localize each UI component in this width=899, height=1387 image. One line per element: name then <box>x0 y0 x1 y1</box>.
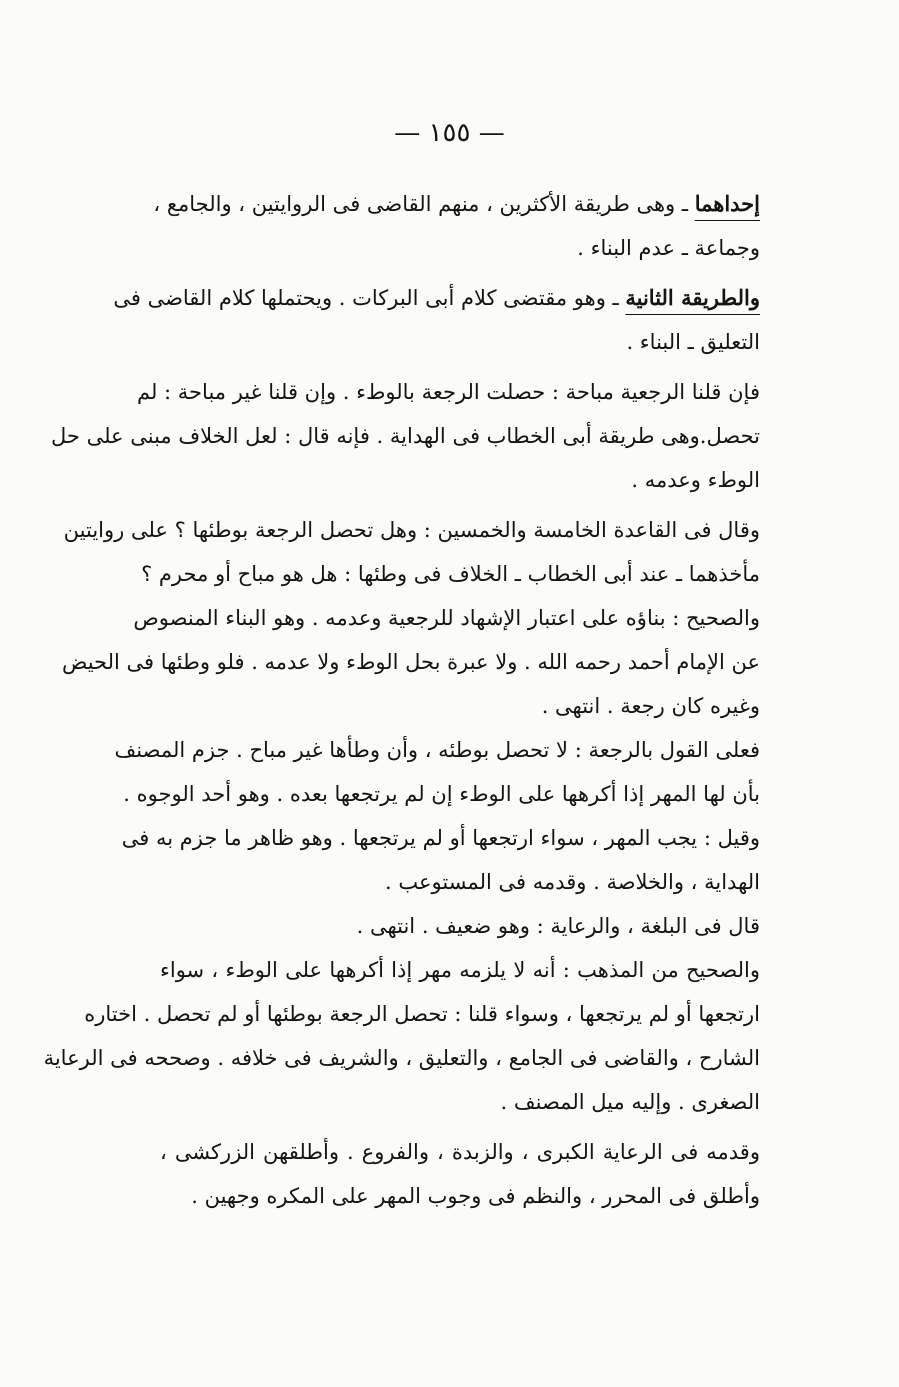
text-line: إحداهما ـ وهى طريقة الأكثرين ، منهم القاضى فى الروايتين ، والجامع ، <box>153 191 760 216</box>
paragraph-5 <box>61 596 760 728</box>
paragraph-10 <box>160 1130 760 1218</box>
paragraph-1 <box>153 182 760 270</box>
page-number: — ١٥٥ — <box>394 118 505 148</box>
text-line: الوطء وعدمه . <box>631 468 760 492</box>
text-line: وغيره كان رجعة . انتهى . <box>541 694 760 718</box>
paragraph-6 <box>114 728 760 816</box>
text-line: والصحيح : بناؤه على اعتبار الإشهاد للرجعية وعدمه . وهو البناء المنصوص <box>133 606 760 630</box>
paragraph-9 <box>43 948 760 1124</box>
text-line: الصغرى . وإليه ميل المصنف . <box>500 1090 760 1114</box>
text-line: التعليق ـ البناء . <box>626 330 760 354</box>
text-line: عن الإمام أحمد رحمه الله . ولا عبرة بحل الوطء ولا عدمه . فلو وطئها فى الحيض <box>61 650 760 674</box>
text-line: والصحيح من المذهب : أنه لا يلزمه مهر إذا أكرهها على الوطء ، سواء <box>160 958 760 982</box>
text-line: الهداية ، والخلاصة . وقدمه فى المستوعب . <box>385 870 760 894</box>
lead-term-first: إحداهما <box>694 191 760 216</box>
text-line: الشارح ، والقاضى فى الجامع ، والتعليق ، والشريف فى خلافه . وصححه فى الرعاية <box>43 1046 760 1070</box>
paragraph-4 <box>63 508 760 596</box>
text-line: فعلى القول بالرجعة : لا تحصل بوطئه ، وأن وطأها غير مباح . جزم المصنف <box>114 738 760 762</box>
text-line: تحصل.وهى طريقة أبى الخطاب فى الهداية . فإنه قال : لعل الخلاف مبنى على حل <box>51 424 760 448</box>
text-line: وقيل : يجب المهر ، سواء ارتجعها أو لم يرتجعها . وهو ظاهر ما جزم به فى <box>121 826 760 850</box>
paragraph-3 <box>51 370 760 502</box>
lead-term-second: والطريقة الثانية <box>625 285 760 310</box>
paragraph-8 <box>160 904 760 948</box>
text-line: وأطلق فى المحرر ، والنظم فى وجوب المهر على المكره وجهين . <box>191 1184 760 1208</box>
text-line: بأن لها المهر إذا أكرهها على الوطء إن لم يرتجعها بعده . وهو أحد الوجوه . <box>123 782 760 806</box>
text-line: وقدمه فى الرعاية الكبرى ، والزبدة ، والفروع . وأطلقهن الزركشى ، <box>160 1140 760 1164</box>
text-line: قال فى البلغة ، والرعاية : وهو ضعيف . انتهى . <box>356 914 760 938</box>
paragraph-7 <box>121 816 760 904</box>
text-line: وجماعة ـ عدم البناء . <box>577 236 760 260</box>
text-line: والطريقة الثانية ـ وهو مقتضى كلام أبى البركات . ويحتملها كلام القاضى فى <box>113 285 760 310</box>
text-line: مأخذهما ـ عند أبى الخطاب ـ الخلاف فى وطئها : هل هو مباح أو محرم ؟ <box>141 562 760 586</box>
text-body <box>43 182 760 1218</box>
text-line: ارتجعها أو لم يرتجعها ، وسواء قلنا : تحصل الرجعة بوطئها أو لم تحصل . اختاره <box>84 1002 760 1026</box>
paragraph-2 <box>113 276 760 364</box>
text-line: فإن قلنا الرجعية مباحة : حصلت الرجعة بالوطء . وإن قلنا غير مباحة : لم <box>137 380 760 404</box>
text-line: وقال فى القاعدة الخامسة والخمسين : وهل تحصل الرجعة بوطئها ؟ على روايتين <box>63 518 760 542</box>
